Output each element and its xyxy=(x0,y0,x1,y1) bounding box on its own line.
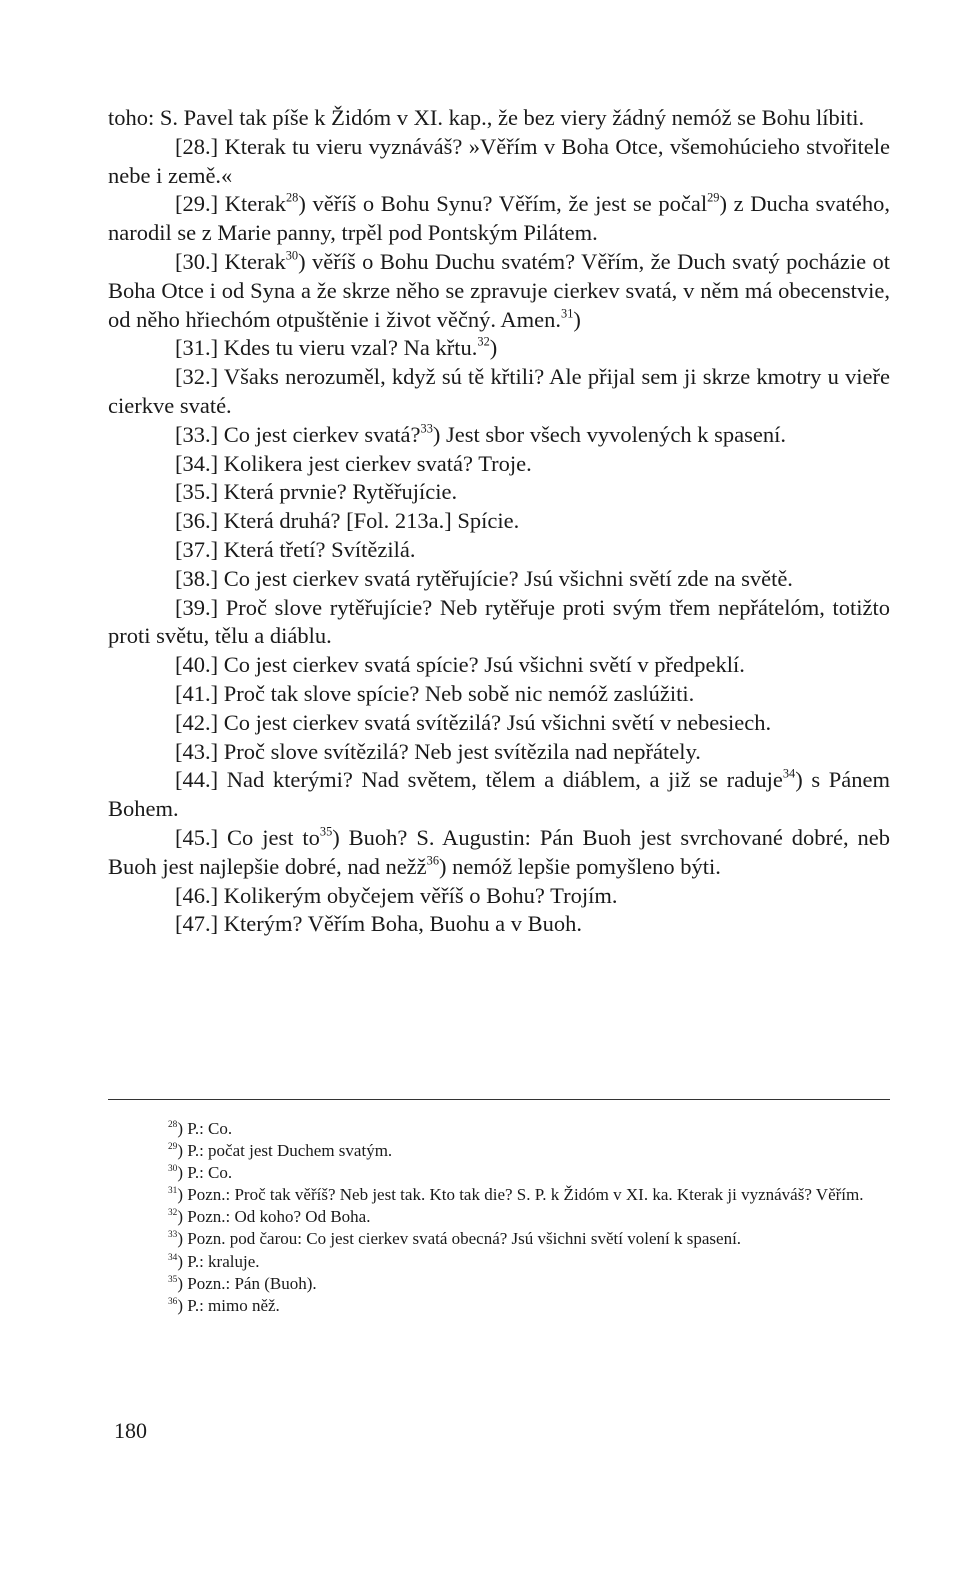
paragraph xyxy=(108,651,890,680)
paragraph xyxy=(108,507,890,536)
text-run: ) xyxy=(489,335,498,361)
footnote xyxy=(108,1162,890,1184)
paragraph xyxy=(108,766,890,824)
text-run: [47.] Kterým? Věřím Boha, Buohu a v Buoh. xyxy=(175,911,583,937)
text-run: [35.] Která prvnie? Rytěřujície. xyxy=(175,479,458,505)
text-run: ) věříš o Bohu Synu? Věřím, že jest se počal xyxy=(298,191,708,217)
text-run: ) P.: mimo něž. xyxy=(177,1295,280,1315)
text-run: [36.] Která druhá? [Fol. 213a.] Spície. xyxy=(175,508,520,534)
text-run: [46.] Kolikerým obyčejem věříš o Bohu? Trojím. xyxy=(175,882,618,908)
footnote-divider xyxy=(108,1099,890,1100)
paragraph xyxy=(108,536,890,565)
paragraph xyxy=(108,594,890,652)
footnote-marker: 36 xyxy=(426,853,440,868)
text-run: ) Pozn.: Od koho? Od Boha. xyxy=(177,1207,371,1227)
paragraph xyxy=(108,104,890,133)
paragraph xyxy=(108,133,890,191)
text-run: [42.] Co jest cierkev svatá svítězilá? Jsú všichni světí v nebesiech. xyxy=(175,709,772,735)
text-run: [31.] Kdes tu vieru vzal? Na křtu. xyxy=(175,335,478,361)
footnote xyxy=(108,1206,890,1228)
footnote xyxy=(108,1140,890,1162)
paragraph xyxy=(108,190,890,248)
paragraph xyxy=(108,478,890,507)
text-run: [37.] Která třetí? Svítězilá. xyxy=(175,536,416,562)
paragraph xyxy=(108,334,890,363)
text-run: [29.] Kterak xyxy=(175,191,286,217)
footnote xyxy=(108,1273,890,1295)
text-run: [33.] Co jest cierkev svatá? xyxy=(175,421,421,447)
text-run: ) z Ducha svatého, narodil se z Marie panny, trpěl pod Pontským Pilátem. xyxy=(108,191,891,246)
text-run: [45.] Co jest to xyxy=(175,824,320,850)
footnotes xyxy=(108,1118,890,1317)
text-run: ) Pozn.: Proč tak věříš? Neb jest tak. Kto tak die? S. P. k Židóm v XI. ka. Kterak ji vyznáváš? Věřím. xyxy=(177,1185,864,1205)
paragraph xyxy=(108,680,890,709)
footnote-marker: 30 xyxy=(168,1164,178,1175)
footnote-marker: 29 xyxy=(707,191,720,206)
text-run: ) Pozn. pod čarou: Co jest cierkev svatá obecná? Jsú všichni světí volení k spasení. xyxy=(177,1229,742,1249)
footnote-marker: 28 xyxy=(285,191,299,206)
text-run: [34.] Kolikera jest cierkev svatá? Troje. xyxy=(175,450,532,476)
text-run: [43.] Proč slove svítězilá? Neb jest svítězila nad nepřátely. xyxy=(175,738,701,764)
text-run: ) věříš o Bohu Duchu svatém? Věřím, že Duch svatý pocházie ot Boha Otce i od Syna a že skrze něho se zpravuje cierkev svatá, v něm má obecenstvie, od něho hřiechóm otpuštěnie i život věčný. Amen. xyxy=(108,248,890,332)
footnote xyxy=(108,1295,890,1317)
text-run: [44.] Nad kterými? Nad světem, tělem a diáblem, a již se raduje xyxy=(175,767,783,793)
paragraph xyxy=(108,738,890,767)
paragraph xyxy=(108,910,890,939)
footnote-marker: 29 xyxy=(168,1142,178,1153)
footnote-marker: 30 xyxy=(285,248,299,263)
footnote-marker: 31 xyxy=(168,1186,178,1197)
text-run: ) P.: Co. xyxy=(177,1163,233,1183)
paragraph xyxy=(108,824,890,882)
text-run: toho: S. Pavel tak píše k Židóm v XI. kap., že bez viery žádný nemóž se Bohu líbiti. xyxy=(108,105,865,130)
footnote-marker: 33 xyxy=(420,421,433,436)
paragraph xyxy=(108,882,890,911)
text-run: [38.] Co jest cierkev svatá rytěřujície? Jsú všichni světí zde na světě. xyxy=(175,565,793,591)
footnote xyxy=(108,1251,890,1273)
text-run: ) P.: kraluje. xyxy=(177,1251,260,1271)
footnote-marker: 28 xyxy=(168,1120,178,1130)
text-run: ) P.: Co. xyxy=(177,1119,233,1138)
footnote-marker: 34 xyxy=(168,1252,178,1263)
text-run: [28.] Kterak tu vieru vyznáváš? »Věřím v Boha Otce, všemohúcieho stvořitele nebe i země.« xyxy=(108,133,890,188)
text-run: ) Pozn.: Pán (Buoh). xyxy=(177,1273,317,1293)
footnote-marker: 32 xyxy=(477,335,490,350)
paragraph xyxy=(108,421,890,450)
footnote xyxy=(108,1184,890,1206)
paragraph xyxy=(108,709,890,738)
footnote-marker: 34 xyxy=(782,767,796,782)
text-run: [40.] Co jest cierkev svatá spície? Jsú všichni světí v předpeklí. xyxy=(175,652,745,678)
text-run: [30.] Kterak xyxy=(175,248,286,274)
page-number: 180 xyxy=(114,1418,147,1443)
footnote-marker: 35 xyxy=(319,824,333,839)
text-run: ) P.: počat jest Duchem svatým. xyxy=(177,1141,393,1161)
paragraph xyxy=(108,565,890,594)
paragraph xyxy=(108,363,890,421)
text-run: ) Jest sbor všech vyvolených k spasení. xyxy=(432,421,786,447)
text-run: [39.] Proč slove rytěřujície? Neb rytěřuje proti svým třem nepřátelóm, totižto proti světu, tělu a diáblu. xyxy=(108,594,890,649)
footnote-marker: 31 xyxy=(561,306,574,321)
text-run: ) nemóž lepšie pomyšleno býti. xyxy=(439,853,721,879)
text-run: ) s Pánem Bohem. xyxy=(108,767,890,822)
main-text xyxy=(108,104,890,939)
footnote xyxy=(108,1228,890,1250)
footnote xyxy=(108,1118,890,1140)
paragraph xyxy=(108,450,890,479)
text-run: ) Buoh? S. Augustin: Pán Buoh jest svrchované dobré, neb Buoh jest najlepšie dobré, nad nežž xyxy=(108,824,890,879)
text-run: ) xyxy=(573,306,581,332)
paragraph xyxy=(108,248,890,334)
footnote-marker: 33 xyxy=(168,1230,178,1241)
text-run: [41.] Proč tak slove spície? Neb sobě nic nemóž zaslúžiti. xyxy=(175,680,695,706)
text-run: [32.] Všaks nerozuměl, když sú tě křtili? Ale přijal sem ji skrze kmotry u vieře cierkve svaté. xyxy=(108,364,890,418)
footnote-marker: 32 xyxy=(168,1208,178,1219)
footnote-marker: 35 xyxy=(168,1274,178,1285)
footnote-marker: 36 xyxy=(168,1296,178,1307)
